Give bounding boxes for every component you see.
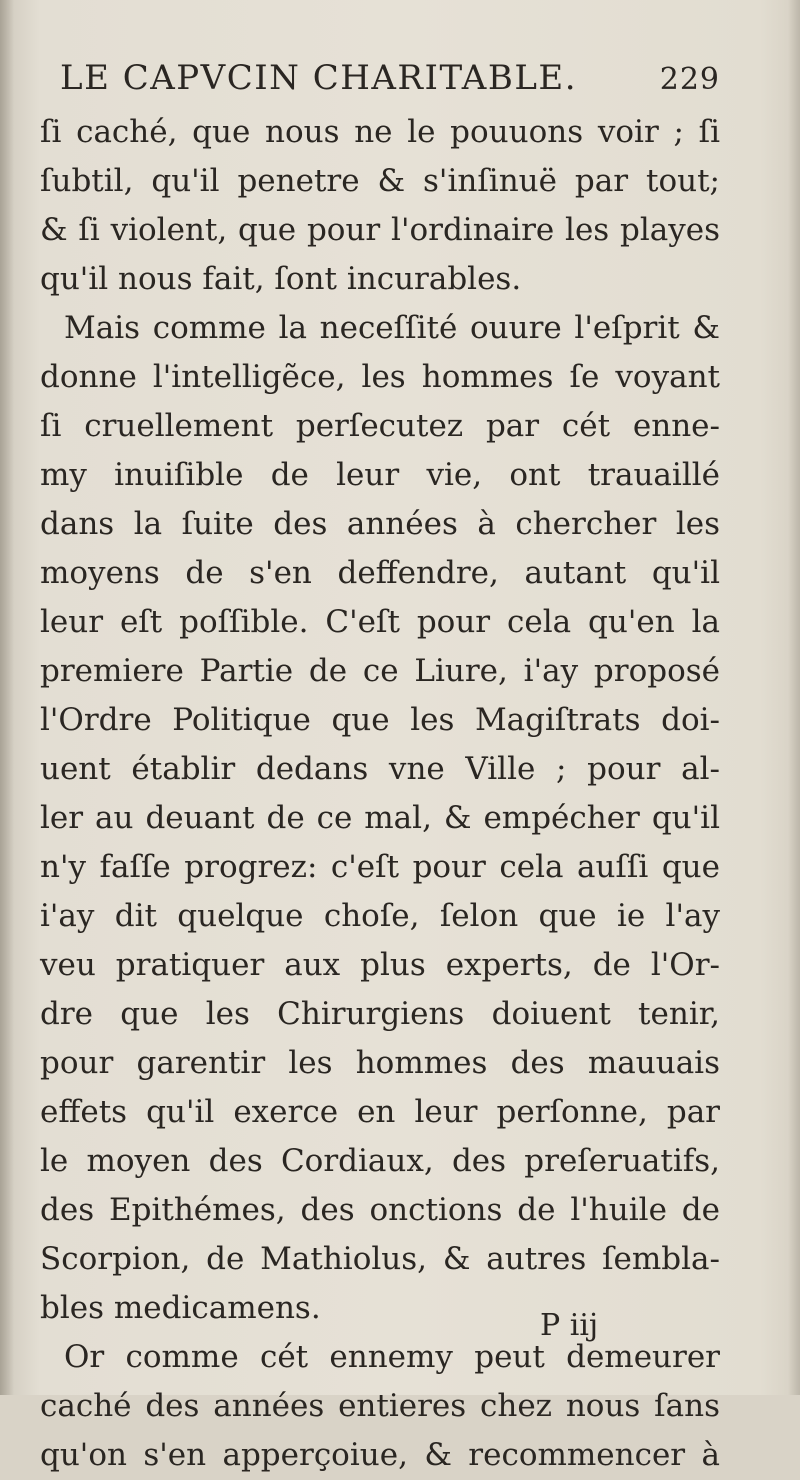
text-line: le moyen des Cordiaux, des preſeruatifs, — [40, 1143, 720, 1179]
text-line: i'ay dit quelque choſe, ſelon que ie l'ay — [40, 898, 720, 934]
text-block — [40, 58, 720, 1480]
text-line: Mais comme la neceſſité ouure l'eſprit & — [64, 310, 720, 346]
text-line: dre que les Chirurgiens doiuent tenir, — [40, 996, 720, 1032]
text-line: Scorpion, de Mathiolus, & autres ſembla- — [40, 1241, 720, 1277]
text-line: leur eſt poſſible. C'eſt pour cela qu'en la — [40, 604, 720, 640]
text-line: ſi caché, que nous ne le pouuons voir ; ſi — [40, 114, 720, 150]
text-line: ſi cruellement perſecutez par cét enne- — [40, 408, 720, 444]
text-line: veu pratiquer aux plus experts, de l'Or- — [40, 947, 720, 983]
text-line: Or comme cét ennemy peut demeurer — [64, 1339, 720, 1375]
text-line: donne l'intelligẽce, les hommes ſe voyant — [40, 359, 720, 395]
text-line: effets qu'il exerce en leur perſonne, par — [40, 1094, 720, 1130]
text-line: des Epithémes, des onctions de l'huile de — [40, 1192, 720, 1228]
text-line: qu'on s'en apperçoiue, & recommencer à — [40, 1437, 720, 1473]
text-line: pour garentir les hommes des mauuais — [40, 1045, 720, 1081]
text-line: ſubtil, qu'il penetre & s'inſinuë par tout; — [40, 163, 720, 199]
text-line: bles medicamens. — [40, 1290, 321, 1326]
paragraph-3 — [40, 1333, 720, 1480]
signature-mark: P iij — [540, 1308, 599, 1343]
text-line: n'y faſſe progrez: c'eſt pour cela auſſi que — [40, 849, 720, 885]
text-line: qu'il nous fait, ſont incurables. — [40, 261, 522, 297]
page-number: 229 — [659, 62, 720, 97]
paragraph-2 — [40, 304, 720, 1333]
text-line: dans la ſuite des années à chercher les — [40, 506, 720, 542]
paragraph-1 — [40, 108, 720, 304]
text-line: my inuiſible de leur vie, ont trauaillé — [40, 457, 720, 493]
text-line: & ſi violent, que pour l'ordinaire les playes — [40, 212, 720, 248]
page-header — [40, 58, 720, 108]
text-line: caché des années entieres chez nous ſans — [40, 1388, 720, 1424]
text-line: moyens de s'en deffendre, autant qu'il — [40, 555, 720, 591]
text-line: l'Ordre Politique que les Magiſtrats doi- — [40, 702, 720, 738]
text-line: uent établir dedans vne Ville ; pour al- — [40, 751, 720, 787]
running-title: LE CAPVCIN CHARITABLE. — [60, 58, 578, 98]
text-line: premiere Partie de ce Liure, i'ay proposé — [40, 653, 720, 689]
text-line: ler au deuant de ce mal, & empécher qu'il — [40, 800, 720, 836]
